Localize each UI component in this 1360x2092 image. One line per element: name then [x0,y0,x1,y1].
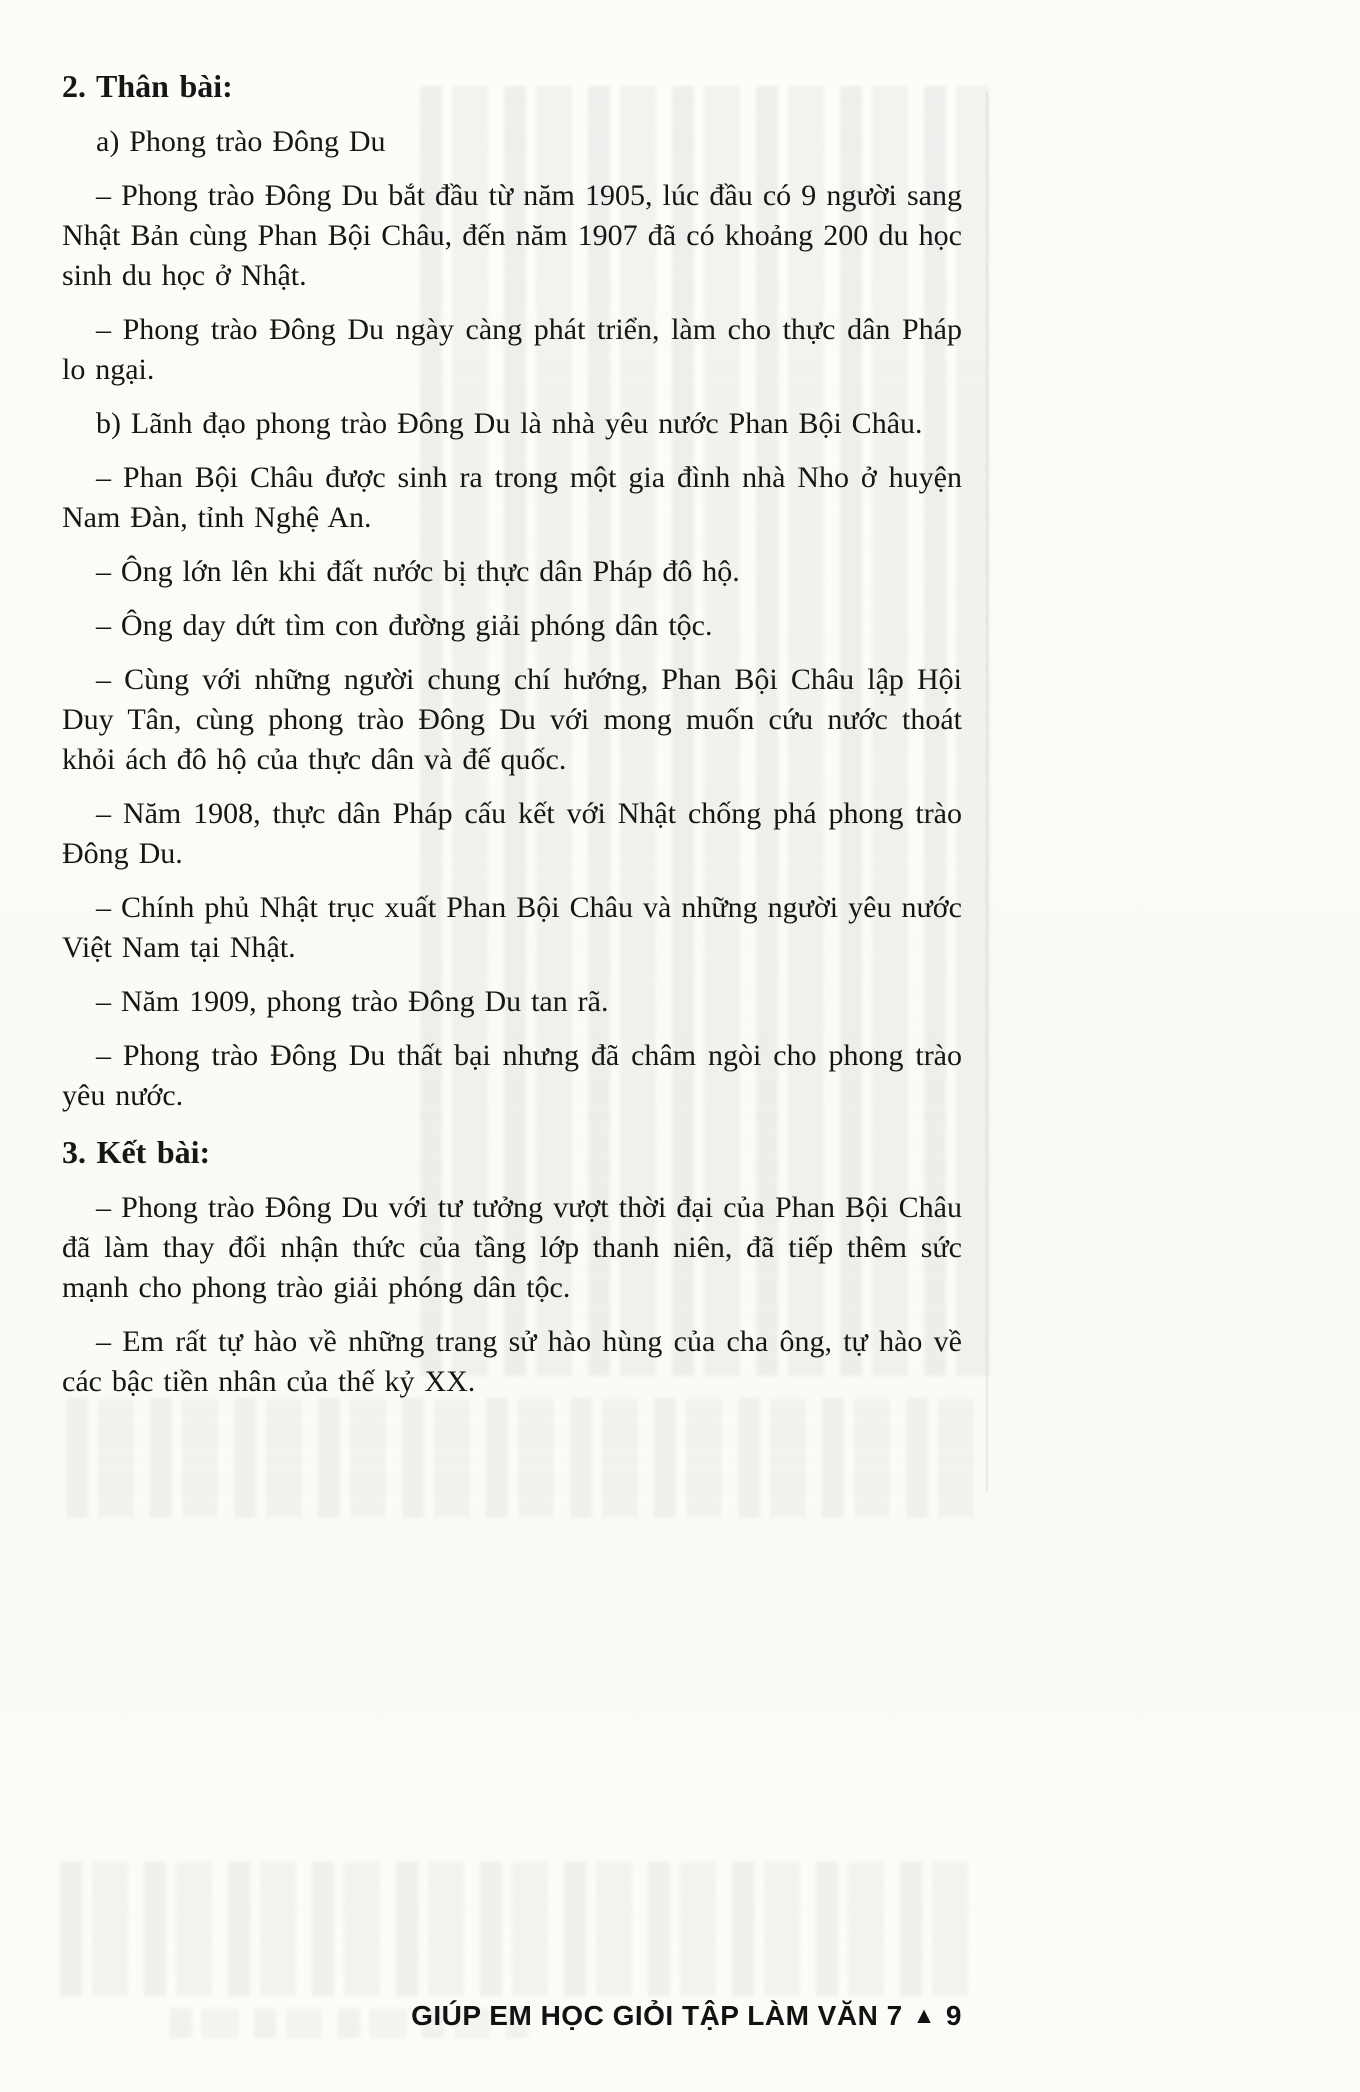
paragraph: – Phong trào Đông Du với tư tưởng vượt thời đại của Phan Bội Châu đã làm thay đổi nhận thức của tầng lớp thanh niên, đã tiếp thêm sức mạnh cho phong trào giải phóng dân tộc. [62,1191,962,1304]
bleed-through-rule [986,92,988,1492]
section-heading-than-bai: 2. Thân bài: [62,68,233,104]
paragraph: – Phan Bội Châu được sinh ra trong một gia đình nhà Nho ở huyện Nam Đàn, tỉnh Nghệ An. [62,461,962,534]
paragraph: – Cùng với những người chung chí hướng, Phan Bội Châu lập Hội Duy Tân, cùng phong trào Đông Du với mong muốn cứu nước thoát khỏi ách đô hộ của thực dân và đế quốc. [62,663,962,776]
section-heading-ket-bai: 3. Kết bài: [62,1134,211,1170]
paragraph: – Ông lớn lên khi đất nước bị thực dân Pháp đô hộ. [96,555,740,588]
paragraph: – Phong trào Đông Du thất bại nhưng đã châm ngòi cho phong trào yêu nước. [62,1039,962,1112]
paragraph: – Em rất tự hào về những trang sử hào hùng của cha ông, tự hào về các bậc tiền nhân của thế kỷ XX. [62,1325,962,1398]
document-body [62,58,962,1402]
triangle-icon: ▲ [912,2001,936,2028]
bleed-through-text-lower [60,1862,980,1996]
paragraph: – Ông day dứt tìm con đường giải phóng dân tộc. [96,609,713,642]
page-footer [411,2000,962,2032]
paragraph: – Năm 1908, thực dân Pháp cấu kết với Nhật chống phá phong trào Đông Du. [62,797,962,870]
paragraph: – Năm 1909, phong trào Đông Du tan rã. [96,985,609,1018]
bleed-through-text-middle [66,1398,976,1518]
list-item-a: a) Phong trào Đông Du [96,125,386,158]
page-number: 9 [945,2000,962,2031]
footer-book-title: GIÚP EM HỌC GIỎI TẬP LÀM VĂN 7 [411,2000,903,2031]
list-item-b: b) Lãnh đạo phong trào Đông Du là nhà yêu nước Phan Bội Châu. [96,407,923,440]
paragraph: – Phong trào Đông Du bắt đầu từ năm 1905, lúc đầu có 9 người sang Nhật Bản cùng Phan Bội Châu, đến năm 1907 đã có khoảng 200 du học sinh du học ở Nhật. [62,179,962,292]
paragraph: – Phong trào Đông Du ngày càng phát triển, làm cho thực dân Pháp lo ngại. [62,313,962,386]
paragraph: – Chính phủ Nhật trục xuất Phan Bội Châu và những người yêu nước Việt Nam tại Nhật. [62,891,962,964]
